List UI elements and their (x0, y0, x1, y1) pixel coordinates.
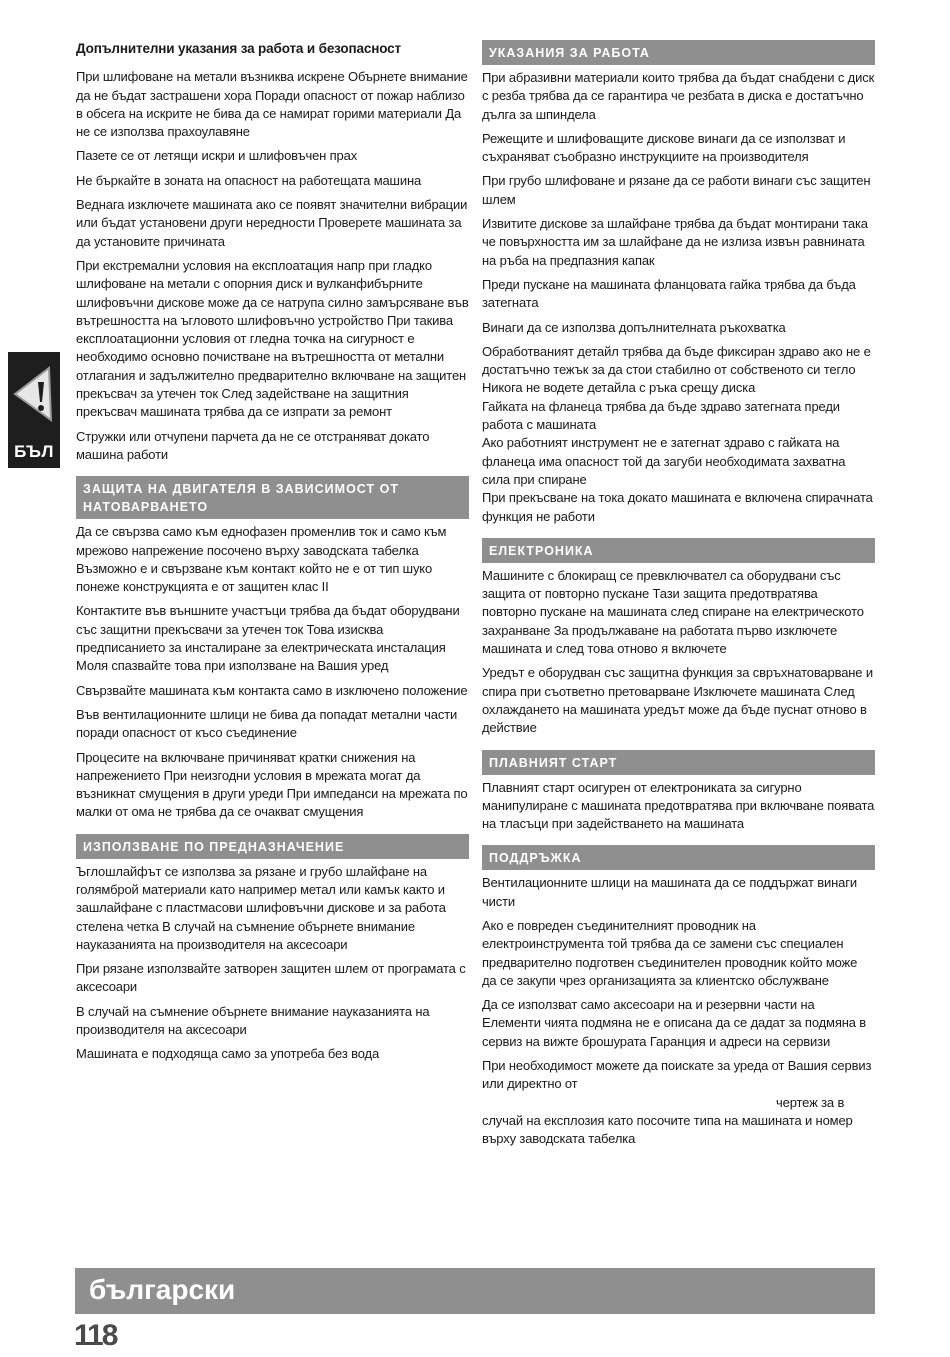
section-heading-soft-start: ПЛАВНИЯТ СТАРТ (482, 750, 875, 775)
paragraph: Веднага изключете машината ако се появят значителни вибрации или бъдат установени други нередности Проверете машината за да установите причината (76, 197, 468, 249)
footer-language-bar (75, 1268, 875, 1314)
paragraph: случай на експлозия като посочите типа на машината и номер върху заводската табелка (482, 1112, 853, 1147)
paragraph: Ако е повреден съединителният проводник на електроинструмента той трябва да се замени със специален предварително подготвен съединителен проводник който може да се закупи чрез организацията за клиентско обслужване (482, 917, 858, 988)
section-heading-motor-protection: ЗАЩИТА НА ДВИГАТЕЛЯ В ЗАВИСИМОСТ ОТ НАТОВАРВАНЕТО (76, 476, 469, 519)
paragraph: Стружки или отчупени парчета да не се отстраняват докато машина работи (76, 428, 430, 462)
language-side-tab (8, 352, 60, 468)
paragraph: Обработваният детайл трябва да бъде фиксиран здраво ако не е достатъчно тежък за да стои стабилно от собственото си тегло Никога не водете детайла с ръка срещу диска (482, 343, 871, 396)
paragraph: Машината е подходяща само за употреба без вода (76, 1046, 380, 1062)
paragraph: При рязане използвайте затворен защитен шлем от програмата с аксесоари (76, 961, 466, 995)
paragraph: При прекъсване на тока докато машината е включена спирачната функция не работи (482, 490, 873, 524)
paragraph: Преди пускане на машината фланцовата гайка трябва да бъда затегната (482, 276, 856, 311)
section-title-safety: Допълнителни указания за работа и безопасност (76, 41, 401, 56)
paragraph-fragment: чертеж за в (776, 1094, 845, 1110)
section-heading-intended-use: ИЗПОЛЗВАНЕ ПО ПРЕДНАЗНАЧЕНИЕ (76, 834, 469, 859)
paragraph: Свързвайте машината към контакта само в изключено положение (76, 682, 468, 698)
language-code: БЪЛ (14, 442, 54, 461)
paragraph: В случай на съмнение обърнете внимание науказанията на производителя на аксесоари (76, 1003, 430, 1038)
right-column (482, 40, 875, 1155)
paragraph: Контактите във външните участъци трябва да бъдат оборудвани със защитни прекъсвачи за утечен ток Това изисква предписанието за инсталиране за електрическата инсталация Моля спазвайте това при използване на Вашия уред (76, 603, 460, 674)
paragraph: При абразивни материали които трябва да бъдат снабдени с диск с резба трябва да се гарантира че резбата в диска е достатъчно дълга за шпиндела (482, 70, 875, 122)
paragraph: Не бъркайте в зоната на опасност на работещата машина (76, 172, 422, 188)
paragraph: Пазете се от летящи искри и шлифовъчен прах (76, 148, 358, 164)
paragraph: Ъглошлайфът се използва за рязане и грубо шлайфане на голямброй материали като например метал или камък както и зашлайфане с пластмасови шлифовъчни дискове и за работа стелена четка В случай на съмнение обърнете внимание науказанията на производителя на аксесоари (76, 863, 446, 952)
left-column (76, 40, 469, 1070)
paragraph: При необходимост можете да поискате за уреда от Вашия сервиз или директно от (482, 1058, 872, 1092)
paragraph: Режещите и шлифоващите дискове винаги да се използват и съхраняват съобразно инструкциите на производителя (482, 130, 846, 165)
paragraph: Гайката на фланеца трябва да бъде здраво затегната преди работа с машината (482, 398, 840, 433)
paragraph: Вентилационните шлици на машината да се поддържат винаги чисти (482, 875, 857, 909)
paragraph: Процесите на включване причиняват кратки снижения на напрежението При неизгодни условия в мрежата могат да възникнат смущения в други уреди При импеданси на мрежата по малки от ома не трябва да се очакват смущения (76, 749, 468, 820)
paragraph: Плавният старт осигурен от електрониката за сигурно манипулиране с машината предотвратява при включване появата на тласъци при задействането на машината (482, 779, 875, 832)
paragraph: При шлифоване на метали възниква искрене Обърнете внимание да не бъдат застрашени хора Поради опасност от пожар наблизо в обсега на искрите не бива да се намират горими материали Да не се използва прахоулавяне (76, 69, 468, 140)
paragraph: Във вентилационните шлици не бива да попадат метални части поради опасност от късо съединение (76, 706, 458, 741)
paragraph: Машините с блокиращ се превключвател са оборудвани със защита от повторно пускане Тази защита предотвратява повторно пускане на машината след спиране на електрическото захранване За продължаване на работата първо изключете машината и след това отново я включете (482, 567, 864, 657)
section-heading-maintenance: ПОДДРЪЖКА (482, 845, 875, 870)
footer-language: български (89, 1274, 236, 1305)
paragraph: При грубо шлифоване и рязане да се работи винаги със защитен шлем (482, 173, 871, 207)
paragraph: Винаги да се използва допълнителната ръкохватка (482, 319, 786, 335)
paragraph: Да се използват само аксесоари на и резервни части на Елементи чията подмяна не е описана да се дадат за подмяна в сервиз на вижте брошурата Гаранция и адреси на сервизи (482, 997, 867, 1049)
section-heading-electronics: ЕЛЕКТРОНИКА (482, 538, 875, 563)
paragraph: Да се свързва само към еднофазен променлив ток и само към мрежово напрежение посочено върху заводската табелка Възможно е и свързване към контакт който не е от тип шуко понеже конструкцията е от защитен клас II (76, 524, 447, 595)
paragraph: Уредът е оборудван със защитна функция за свръхнатоварване и спира при съответно претоварване Изключете машината След охлаждането на машината уредът може да бъде пуснат отново в действие (482, 665, 873, 736)
page-number: 118 (74, 1319, 117, 1352)
section-heading-work-instructions: УКАЗАНИЯ ЗА РАБОТА (482, 40, 875, 65)
paragraph: Извитите дискове за шлайфане трябва да бъдат монтирани така че повърхността им за шлайфане да не излиза извън равнината на ръба на предпазния капак (482, 216, 868, 268)
paragraph: При екстремални условия на експлоатация напр при гладко шлифоване на метали с опорния диск и вулканфибърните шлифовъчни дискове може да се натрупа силно замърсяване във вътрешността на ъгловото шлифовъчно устройство При такива експлоатационни условия от гледна точка на сигурност е необходимо основно почистване на вътрешността от метални отлагания и задължително предварително включване на защитен прекъсвач за утечен ток След задействане на защитния прекъсвач машината трябва да се изпрати за ремонт (76, 257, 469, 420)
paragraph: Ако работният инструмент не е затегнат здраво с гайката на фланеца има опасност той да загуби необходимата захватна сила при спиране (482, 435, 846, 487)
warning-triangle-icon (11, 364, 57, 426)
